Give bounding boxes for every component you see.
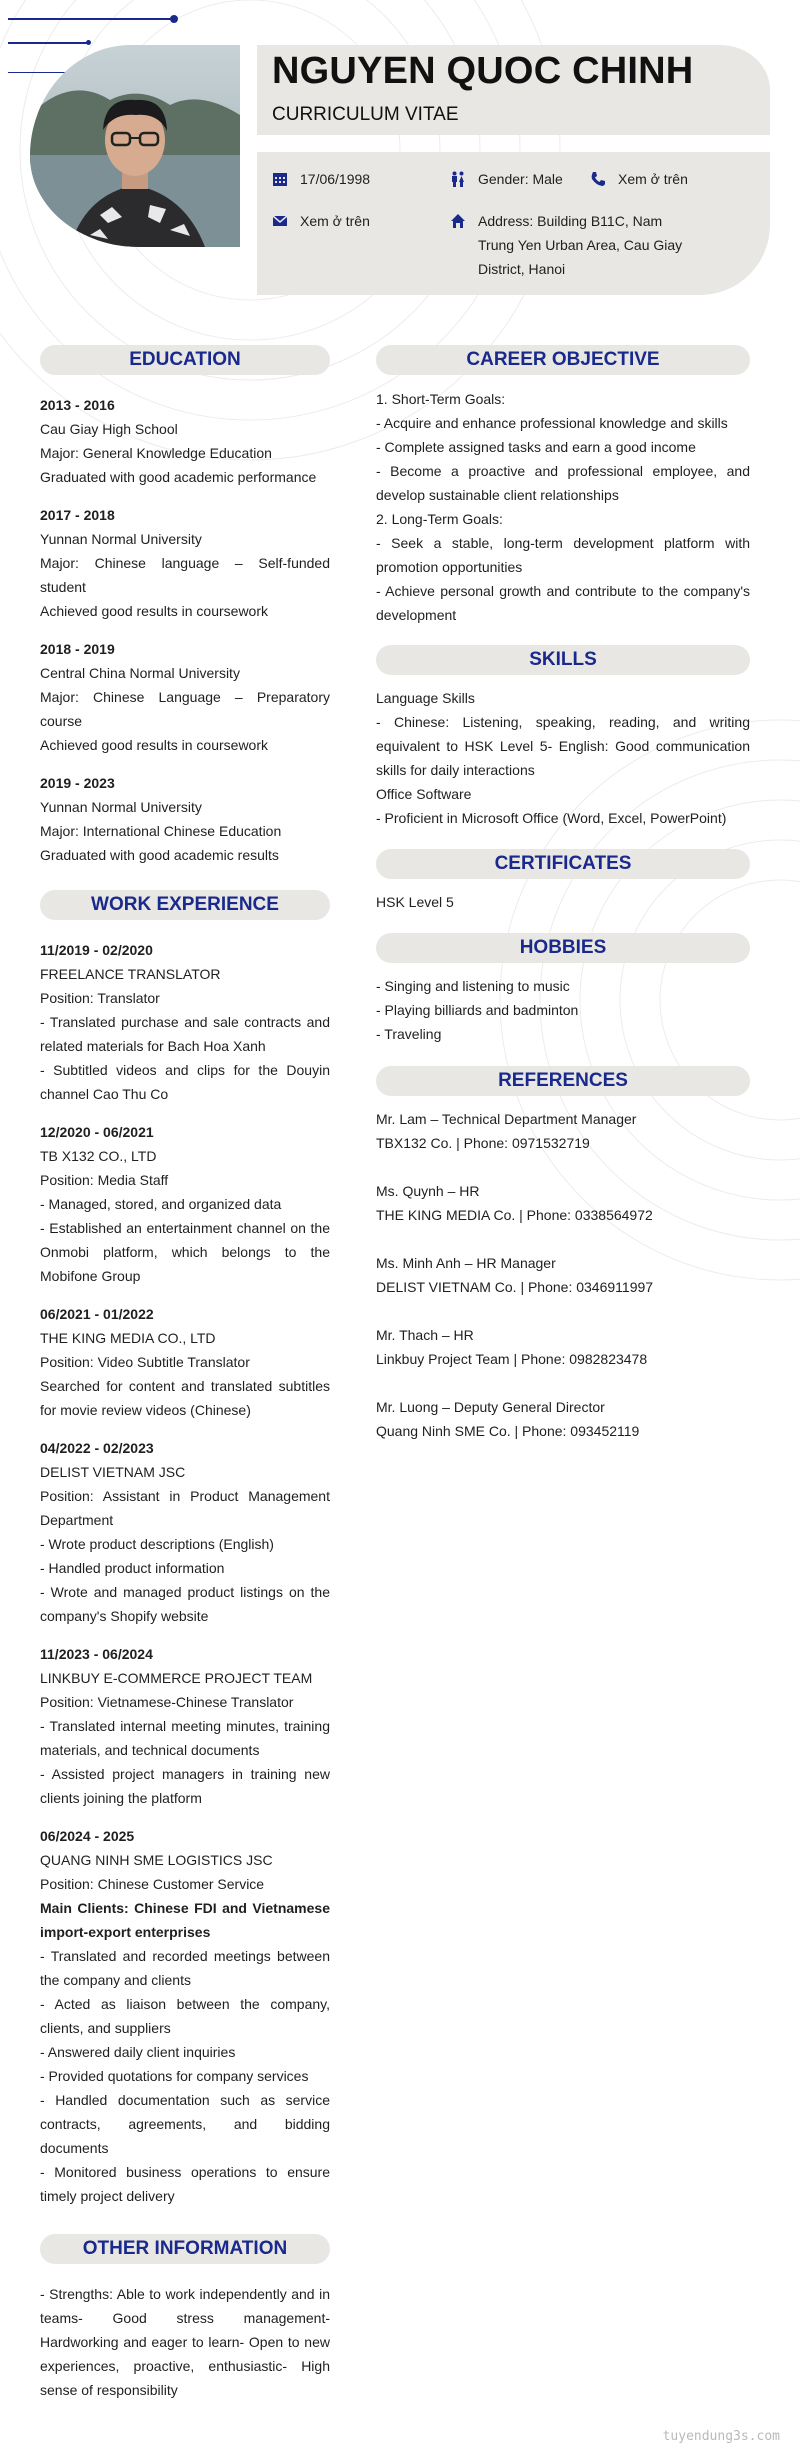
reference-name: Mr. Lam – Technical Department Manager — [376, 1111, 637, 1127]
skills-heading: SKILLS — [376, 645, 750, 675]
job-detail: - Translated purchase and sale contracts and related materials for Bach Hoa Xanh — [40, 1014, 330, 1054]
candidate-name: NGUYEN QUOC CHINH — [272, 50, 694, 92]
home-icon — [450, 213, 466, 229]
career-objective-heading: CAREER OBJECTIVE — [376, 345, 750, 375]
job-detail: Position: Video Subtitle Translator — [40, 1354, 250, 1370]
education-detail: Achieved good results in coursework — [40, 603, 269, 619]
header-rule — [8, 42, 88, 44]
job-detail: - Monitored business operations to ensure timely project delivery — [40, 2164, 330, 2204]
objective-line: 2. Long-Term Goals: — [376, 511, 503, 527]
reference-detail: DELIST VIETNAM Co. | Phone: 0346911997 — [376, 1279, 654, 1295]
job-detail: Searched for content and translated subtitles for movie review videos (Chinese) — [40, 1378, 330, 1418]
job-detail: - Handled documentation such as service contracts, agreements, and bidding documents — [40, 2092, 330, 2156]
job-detail: Position: Chinese Customer Service — [40, 1876, 265, 1892]
education-detail: Major: International Chinese Education — [40, 823, 282, 839]
school-name: Yunnan Normal University — [40, 531, 202, 547]
hobbies-heading: HOBBIES — [376, 933, 750, 963]
skills-section — [376, 686, 750, 830]
gender-value: Gender: Male — [478, 171, 563, 187]
job-detail: - Acted as liaison between the company, clients, and suppliers — [40, 1996, 330, 2036]
reference-detail: Quang Ninh SME Co. | Phone: 093452119 — [376, 1423, 640, 1439]
reference-detail: THE KING MEDIA Co. | Phone: 0338564972 — [376, 1207, 653, 1223]
job-detail: Position: Media Staff — [40, 1172, 169, 1188]
job-detail: - Provided quotations for company services — [40, 2068, 309, 2084]
calendar-icon — [272, 171, 288, 187]
references-heading: REFERENCES — [376, 1066, 750, 1096]
company-name: DELIST VIETNAM JSC — [40, 1464, 186, 1480]
job-detail: - Translated internal meeting minutes, training materials, and technical documents — [40, 1718, 330, 1758]
job-detail: - Wrote and managed product listings on the company's Shopify website — [40, 1584, 330, 1624]
company-name: LINKBUY E-COMMERCE PROJECT TEAM — [40, 1670, 313, 1686]
job-detail: - Handled product information — [40, 1560, 225, 1576]
job-detail: Position: Vietnamese-Chinese Translator — [40, 1694, 294, 1710]
reference-name: Ms. Quynh – HR — [376, 1183, 480, 1199]
references-section — [376, 1107, 750, 1443]
skill-line: Office Software — [376, 786, 472, 802]
reference-detail: TBX132 Co. | Phone: 0971532719 — [376, 1135, 590, 1151]
school-name: Yunnan Normal University — [40, 799, 202, 815]
education-detail: Graduated with good academic performance — [40, 469, 317, 485]
watermark: tuyendung3s.com — [662, 2429, 780, 2444]
profile-photo — [30, 45, 240, 247]
company-name: FREELANCE TRANSLATOR — [40, 966, 221, 982]
education-detail: Graduated with good academic results — [40, 847, 279, 863]
reference-name: Mr. Thach – HR — [376, 1327, 474, 1343]
birthdate-field — [272, 167, 442, 191]
work-experience-section — [40, 938, 330, 2208]
company-name: QUANG NINH SME LOGISTICS JSC — [40, 1852, 273, 1868]
job-detail: - Assisted project managers in training new clients joining the platform — [40, 1766, 330, 1806]
job-period: 04/2022 - 02/2023 — [40, 1440, 154, 1456]
hobby-item: - Playing billiards and badminton — [376, 1002, 579, 1018]
main-clients: Main Clients: Chinese FDI and Vietnamese import-export enterprises — [40, 1900, 330, 1940]
education-detail: Major: Chinese language – Self-funded student — [40, 555, 330, 595]
hobby-item: - Traveling — [376, 1026, 442, 1042]
career-objective-section — [376, 387, 750, 627]
skill-line: - Proficient in Microsoft Office (Word, Excel, PowerPoint) — [376, 810, 727, 826]
other-information-text: - Strengths: Able to work independently and in teams- Good stress management- Hardworking and eager to learn- Open to new experiences, proactive, enthusiastic- High sense of responsibility — [40, 2286, 330, 2398]
address-line: Address: Building B11C, Nam — [478, 213, 663, 229]
education-heading: EDUCATION — [40, 345, 330, 375]
company-name: TB X132 CO., LTD — [40, 1148, 157, 1164]
job-detail: - Subtitled videos and clips for the Douyin channel Cao Thu Co — [40, 1062, 330, 1102]
phone-value: Xem ở trên — [618, 171, 688, 187]
reference-name: Ms. Minh Anh – HR Manager — [376, 1255, 556, 1271]
skill-line: - Chinese: Listening, speaking, reading, and writing equivalent to HSK Level 5- English: Good communication skills for daily interactions — [376, 714, 750, 778]
skill-line: Language Skills — [376, 690, 475, 706]
objective-line: - Seek a stable, long-term development platform with promotion opportunities — [376, 535, 750, 575]
objective-line: - Acquire and enhance professional knowledge and skills — [376, 415, 728, 431]
education-section — [40, 393, 330, 867]
job-detail: - Translated and recorded meetings between the company and clients — [40, 1948, 330, 1988]
email-field — [272, 209, 442, 233]
job-period: 06/2021 - 01/2022 — [40, 1306, 154, 1322]
document-subtitle: CURRICULUM VITAE — [272, 104, 459, 125]
education-period: 2013 - 2016 — [40, 397, 115, 413]
education-detail: Achieved good results in coursework — [40, 737, 269, 753]
job-detail: - Managed, stored, and organized data — [40, 1196, 282, 1212]
objective-line: - Achieve personal growth and contribute to the company's development — [376, 583, 750, 623]
address-line: District, Hanoi — [478, 261, 566, 277]
certificate-item: HSK Level 5 — [376, 894, 454, 910]
gender-icon — [450, 171, 466, 187]
other-information-heading: OTHER INFORMATION — [40, 2234, 330, 2264]
header-rule — [8, 18, 173, 20]
objective-line: - Complete assigned tasks and earn a good income — [376, 439, 696, 455]
job-detail: - Established an entertainment channel on the Onmobi platform, which belongs to the Mobifone Group — [40, 1220, 330, 1284]
email-value: Xem ở trên — [300, 213, 370, 229]
reference-detail: Linkbuy Project Team | Phone: 0982823478 — [376, 1351, 648, 1367]
certificates-heading: CERTIFICATES — [376, 849, 750, 879]
education-period: 2018 - 2019 — [40, 641, 115, 657]
job-detail: Position: Assistant in Product Management Department — [40, 1488, 330, 1528]
hobbies-section — [376, 974, 750, 1046]
header-dot — [170, 15, 178, 23]
gender-field — [450, 167, 590, 191]
other-information-section — [40, 2282, 330, 2402]
job-detail: - Answered daily client inquiries — [40, 2044, 236, 2060]
school-name: Central China Normal University — [40, 665, 240, 681]
job-period: 06/2024 - 2025 — [40, 1828, 135, 1844]
work-experience-heading: WORK EXPERIENCE — [40, 890, 330, 920]
phone-field — [590, 167, 740, 191]
education-detail: Major: Chinese Language – Preparatory course — [40, 689, 330, 729]
objective-line: 1. Short-Term Goals: — [376, 391, 506, 407]
school-name: Cau Giay High School — [40, 421, 178, 437]
address-line: Trung Yen Urban Area, Cau Giay — [478, 237, 683, 253]
job-period: 12/2020 - 06/2021 — [40, 1124, 154, 1140]
job-period: 11/2019 - 02/2020 — [40, 942, 153, 958]
envelope-icon — [272, 213, 288, 229]
header-dot — [86, 40, 91, 45]
objective-line: - Become a proactive and professional employee, and develop sustainable client relationships — [376, 463, 750, 503]
job-period: 11/2023 - 06/2024 — [40, 1646, 153, 1662]
birthdate-value: 17/06/1998 — [300, 171, 371, 187]
reference-name: Mr. Luong – Deputy General Director — [376, 1399, 605, 1415]
education-period: 2017 - 2018 — [40, 507, 115, 523]
job-detail: - Wrote product descriptions (English) — [40, 1536, 274, 1552]
phone-icon — [590, 171, 606, 187]
education-detail: Major: General Knowledge Education — [40, 445, 272, 461]
hobby-item: - Singing and listening to music — [376, 978, 570, 994]
education-period: 2019 - 2023 — [40, 775, 115, 791]
company-name: THE KING MEDIA CO., LTD — [40, 1330, 216, 1346]
job-detail: Position: Translator — [40, 990, 160, 1006]
address-field — [450, 209, 720, 281]
certificates-section — [376, 890, 750, 914]
